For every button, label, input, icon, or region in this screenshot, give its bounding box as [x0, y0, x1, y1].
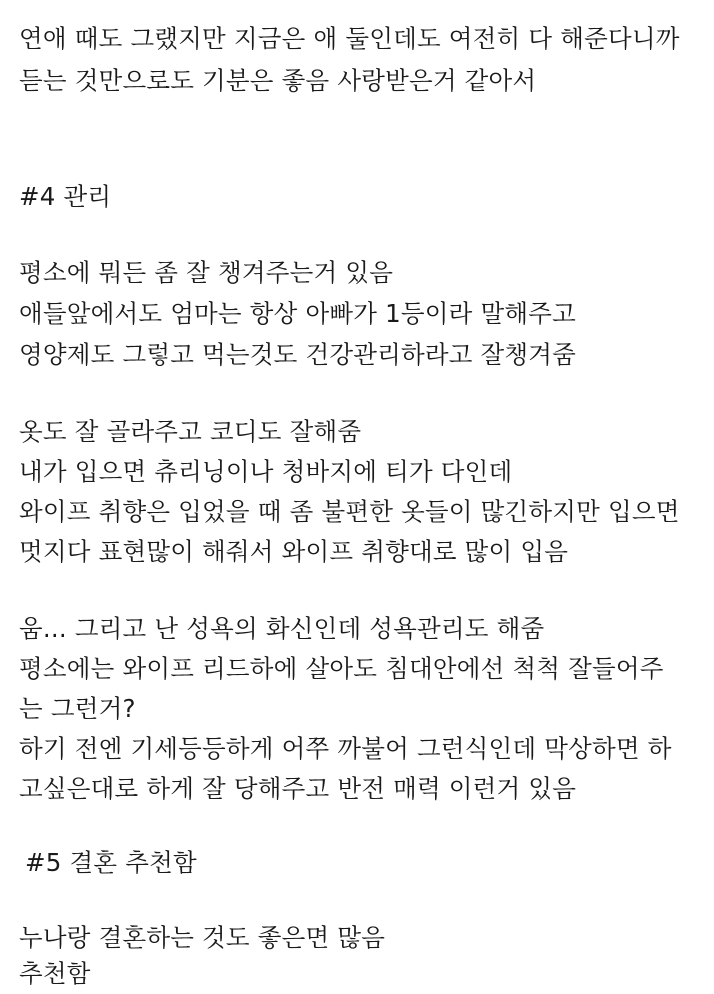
text-line: 평소에 뭐든 좀 잘 챙겨주는거 있음 [19, 258, 394, 287]
text-line: 연애 때도 그랬지만 지금은 애 둘인데도 여전히 다 해준다니까 [19, 24, 680, 53]
section-heading-5: #5 결혼 추천함 [25, 848, 197, 877]
text-line: 평소에는 와이프 리드하에 살아도 침대안에선 척척 잘들어주 [19, 654, 664, 683]
text-line: 하기 전엔 기세등등하게 어쭈 까불어 그런식인데 막상하면 하 [19, 734, 672, 763]
text-line: 는 그런거? [19, 694, 136, 723]
text-line: 고싶은대로 하게 잘 당해주고 반전 매력 이런거 있음 [19, 774, 577, 803]
text-line: 누나랑 결혼하는 것도 좋은면 많음 [19, 923, 386, 952]
text-line: 와이프 취향은 입었을 때 좀 불편한 옷들이 많긴하지만 입으면 [19, 497, 680, 526]
text-line: 옷도 잘 골라주고 코디도 잘해줌 [19, 417, 362, 446]
text-line: 애들앞에서도 엄마는 항상 아빠가 1등이라 말해주고 [19, 299, 576, 328]
text-line: 내가 입으면 츄리닝이나 청바지에 티가 다인데 [19, 457, 513, 486]
text-line: 추천함 [19, 959, 91, 988]
text-line: 움... 그리고 난 성욕의 화신인데 성욕관리도 해줌 [19, 614, 545, 643]
text-line: 영양제도 그렇고 먹는것도 건강관리하라고 잘챙겨줌 [19, 340, 577, 369]
text-line: 멋지다 표현많이 해줘서 와이프 취향대로 많이 입음 [19, 537, 569, 566]
text-line: 듣는 것만으로도 기분은 좋음 사랑받은거 같아서 [19, 66, 537, 95]
section-heading-4: #4 관리 [19, 182, 112, 211]
